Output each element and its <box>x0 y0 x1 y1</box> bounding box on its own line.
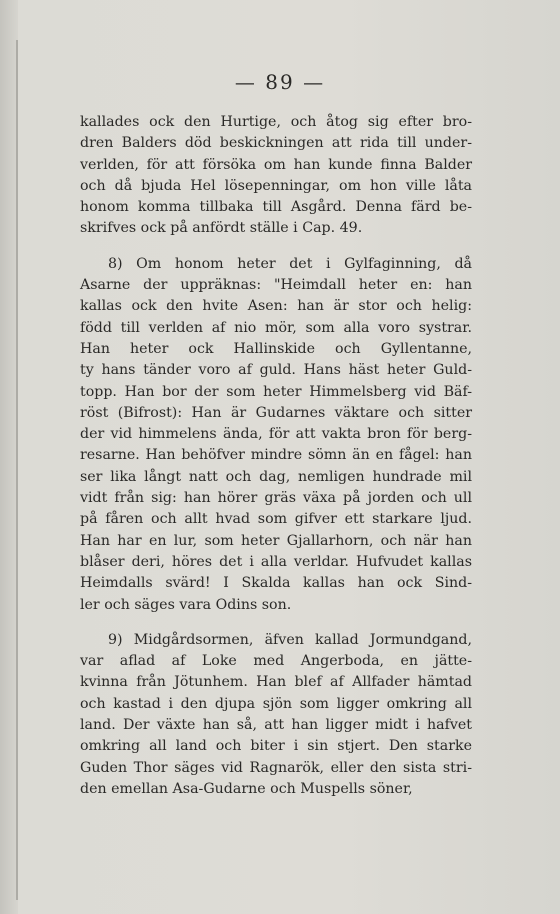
text-line: blåser deri, höres det i alla verldar. Hufvudet kallas <box>80 553 472 570</box>
text-line: land. Der växte han så, att han ligger midt i hafvet <box>80 717 472 734</box>
text-line: kallades ock den Hurtige, och åtog sig efter bro- <box>80 114 472 130</box>
text-line: honom komma tillbaka till Asgård. Denna färd be- <box>80 199 472 216</box>
text-line: 8) Om honom heter det i Gylfaginning, då <box>108 255 472 272</box>
text-line: Asarne der uppräknas: "Heimdall heter en: han <box>80 277 472 294</box>
text-line: Han heter ock Hallinskide och Gyllentanne, <box>80 340 472 357</box>
text-line: den emellan Asa-Gudarne och Muspells söner, <box>80 780 413 797</box>
paragraph-2 <box>80 254 472 616</box>
text-line: verlden, för att försöka om han kunde finna Balder <box>80 156 472 173</box>
text-line: omkring all land och biter i sin stjert. Den starke <box>80 738 472 755</box>
text-line: och då bjuda Hel lösepenningar, om hon ville låta <box>80 177 472 194</box>
text-line: född till verlden af nio mör, som alla voro systrar. <box>80 319 472 336</box>
text-line: skrifves ock på anfördt ställe i Cap. 49. <box>80 220 363 237</box>
text-line: Han har en lur, som heter Gjallarhorn, och när han <box>80 532 472 549</box>
text-line: kallas ock den hvite Asen: han är stor och helig: <box>80 298 472 315</box>
binding-edge <box>16 40 18 900</box>
text-line: kvinna från Jötunhem. Han blef af Allfader hämtad <box>80 674 472 691</box>
text-line: dren Balders död beskickningen att rida till under- <box>80 135 472 152</box>
text-line: och kastad i den djupa sjön som ligger omkring all <box>80 695 472 712</box>
text-line: Guden Thor säges vid Ragnarök, eller den sista stri- <box>80 759 472 776</box>
paragraph-3 <box>80 630 472 800</box>
text-line: röst (Bifrost): Han är Gudarnes väktare och sitter <box>80 404 472 421</box>
text-line: var aflad af Loke med Angerboda, en jätte- <box>80 653 472 670</box>
text-line: resarne. Han behöfver mindre sömn än en fågel: han <box>80 447 472 464</box>
page-number: — 89 — <box>234 70 326 94</box>
text-line: vidt från sig: han hörer gräs växa på jorden och ull <box>80 490 472 507</box>
text-line: ler och säges vara Odins son. <box>80 596 292 613</box>
text-line: topp. Han bor der som heter Himmelsberg vid Bäf- <box>80 383 472 400</box>
text-line: på fåren och allt hvad som gifver ett starkare ljud. <box>80 511 472 528</box>
text-line: ser lika långt natt och dag, nemligen hundrade mil <box>80 468 472 485</box>
text-line: ty hans tänder voro af guld. Hans häst heter Guld- <box>80 362 472 379</box>
text-line: der vid himmelens ända, för att vakta bron för berg- <box>80 426 472 443</box>
paragraph-1 <box>80 112 472 240</box>
text-line: Heimdalls svärd! I Skalda kallas han ock Sind- <box>80 575 472 592</box>
body-text <box>80 112 472 800</box>
text-line: 9) Midgårdsormen, äfven kallad Jormundgand, <box>108 631 472 648</box>
